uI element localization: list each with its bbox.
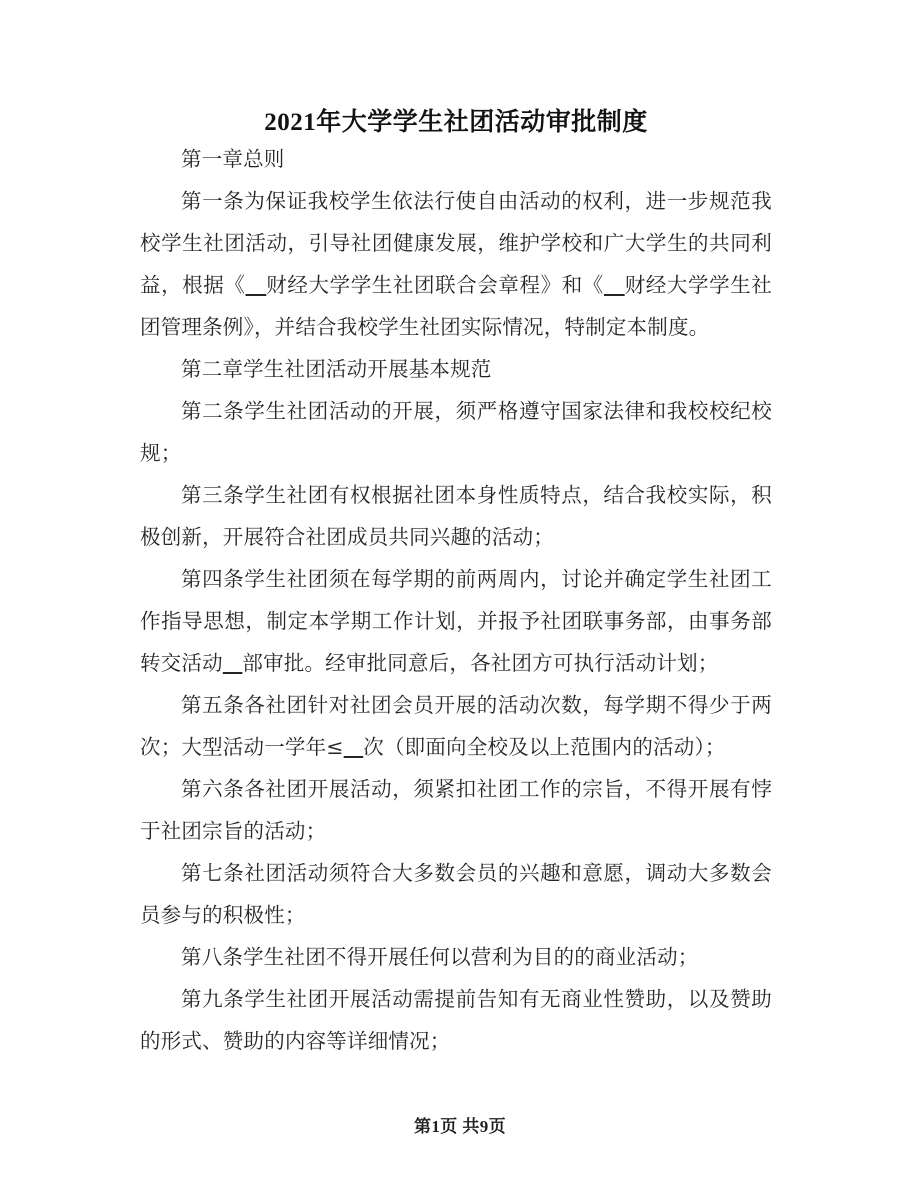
page-title: 2021年大学学生社团活动审批制度	[264, 109, 648, 136]
fill-in-blank	[604, 273, 625, 297]
paragraph-article-six: 第六条各社团开展活动，须紧扣社团工作的宗旨，不得开展有悖于社团宗旨的活动；	[140, 777, 772, 843]
paragraph-chapter-two-heading: 第二章学生社团活动开展基本规范	[181, 357, 492, 381]
fill-in-blank	[223, 651, 243, 675]
paragraph-article-seven: 第七条社团活动须符合大多数会员的兴趣和意愿，调动大多数会员参与的积极性；	[140, 861, 772, 927]
paragraph-article-eight: 第八条学生社团不得开展任何以营利为目的的商业活动；	[181, 945, 699, 969]
paragraph-article-one: 第一条为保证我校学生依法行使自由活动的权利，进一步规范我校学生社团活动，引导社团健康发展，维护学校和广大学生的共同利益，根据《 财经大学学生社团联合会章程》和《 财经大学学生社团管理条例》，并结合我校学生社团实际情况，特制定本制度。	[140, 189, 772, 339]
paragraph-article-nine: 第九条学生社团开展活动需提前告知有无商业性赞助，以及赞助的形式、赞助的内容等详细情况；	[140, 987, 772, 1053]
paragraph-chapter-one-heading: 第一章总则	[181, 147, 285, 171]
paragraph-article-four: 第四条学生社团须在每学期的前两周内，讨论并确定学生社团工作指导思想，制定本学期工作计划，并报予社团联事务部，由事务部转交活动 部审批。经审批同意后，各社团方可执行活动计划；	[140, 567, 772, 675]
paragraph-article-two: 第二条学生社团活动的开展，须严格遵守国家法律和我校校纪校规；	[140, 399, 772, 465]
fill-in-blank	[246, 273, 267, 297]
paragraph-article-three: 第三条学生社团有权根据社团本身性质特点，结合我校实际，积极创新，开展符合社团成员共同兴趣的活动；	[140, 483, 772, 549]
page-number-footer: 第1页 共9页	[413, 1117, 507, 1136]
paragraph-article-five: 第五条各社团针对社团会员开展的活动次数，每学期不得少于两次；大型活动一学年≤ 次（即面向全校及以上范围内的活动）；	[140, 693, 772, 759]
document-body	[140, 138, 772, 1062]
fill-in-blank	[344, 735, 364, 759]
